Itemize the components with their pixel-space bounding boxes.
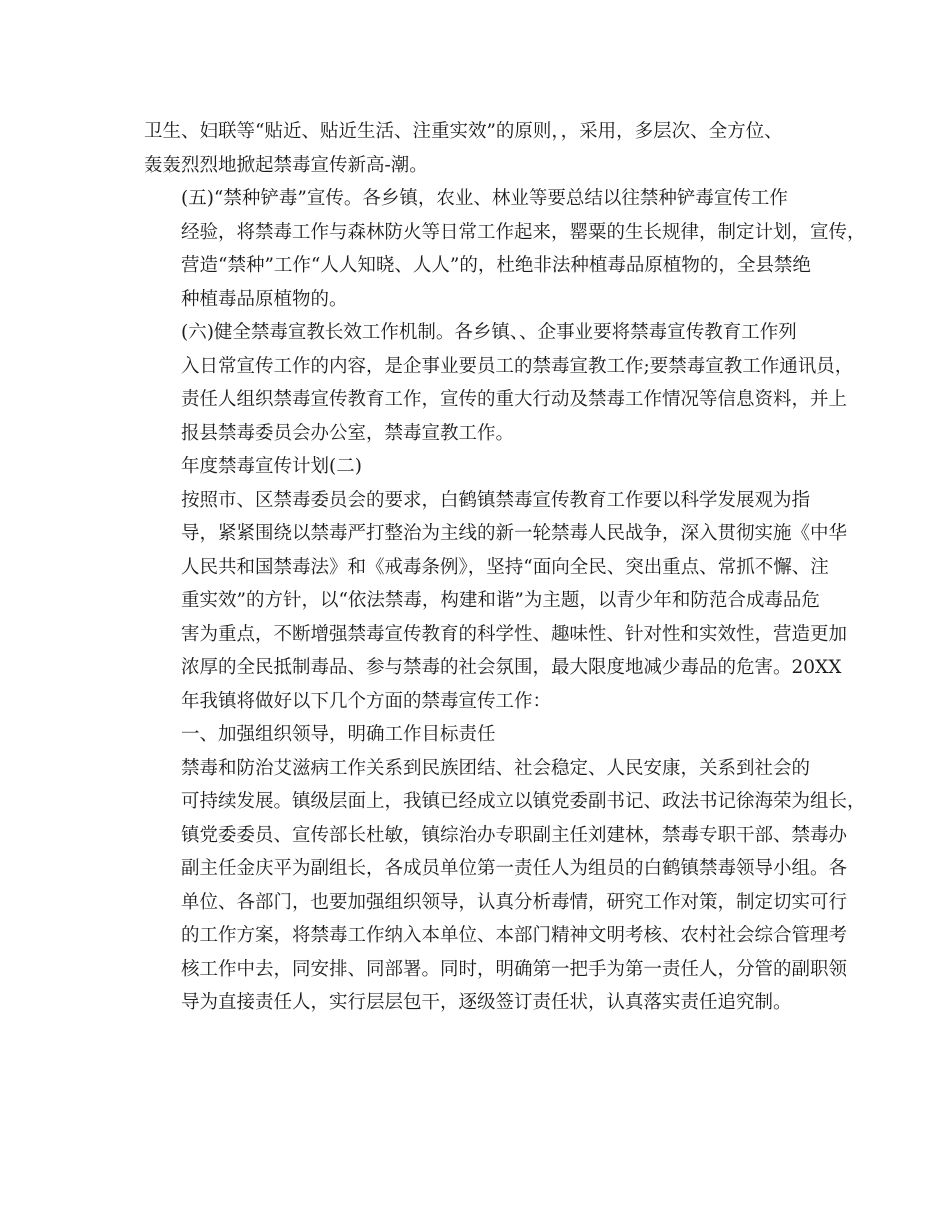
- text-line: 入日常宣传工作的内容，是企事业要员工的禁毒宣教工作;要禁毒宣教工作通讯员，: [181, 355, 854, 377]
- text-line: 单位、各部门，也要加强组织领导，认真分析毒情，研究工作对策，制定切实可行: [181, 891, 848, 913]
- text-line: 卫生、妇联等“贴近、贴近生活、注重实效”的原则，，采用，多层次、全方位、: [144, 121, 783, 142]
- text-line: 导，紧紧围绕以禁毒严打整治为主线的新一轮禁毒人民战争，深入贯彻实施《中华: [181, 523, 848, 544]
- text-line: 害为重点，不断增强禁毒宣传教育的科学性、趣味性、针对性和实效性，营造更加: [181, 623, 848, 645]
- text-line: 种植毒品原植物的。: [181, 288, 348, 310]
- paragraph: [144, 182, 866, 316]
- paragraph: [144, 115, 816, 182]
- paragraph: [144, 484, 848, 719]
- text-line: 副主任金庆平为副组长，各成员单位第一责任人为组员的白鹤镇禁毒领导小组。各: [181, 858, 848, 879]
- text-line: 营造“禁种”工作“人人知晓、人人”的，杜绝非法种植毒品原植物的，全县禁绝: [181, 255, 811, 276]
- paragraph: [144, 718, 816, 752]
- text-line: (五)“禁种铲毒”宣传。各乡镇，农业、林业等要总结以往禁种铲毒宣传工作: [181, 188, 788, 209]
- text-line: 一、加强组织领导，明确工作目标责任: [181, 724, 496, 745]
- text-line: 年度禁毒宣传计划(二): [181, 456, 362, 477]
- text-line: (六)健全禁毒宣教长效工作机制。各乡镇、、企事业要将禁毒宣传教育工作列: [181, 322, 797, 343]
- text-line: 浓厚的全民抵制毒品、参与禁毒的社会氛围，最大限度地减少毒品的危害。20XX: [181, 657, 842, 678]
- paragraph: [144, 316, 854, 450]
- text-line: 禁毒和防治艾滋病工作关系到民族团结、社会稳定、人民安康，关系到社会的: [181, 757, 811, 779]
- text-line: 导为直接责任人，实行层层包干，逐级签订责任状，认真落实责任追究制。: [181, 992, 792, 1013]
- text-line: 报县禁毒委员会办公室，禁毒宣教工作。: [181, 422, 515, 444]
- text-line: 按照市、区禁毒委员会的要求，白鹤镇禁毒宣传教育工作要以科学发展观为指: [181, 489, 811, 511]
- text-line: 重实效”的方针，以“依法禁毒，构建和谐”为主题，以青少年和防范合成毒品危: [181, 590, 820, 611]
- text-line: 核工作中去，同安排、同部署。同时，明确第一把手为第一责任人，分管的副职领: [181, 958, 848, 980]
- text-line: 年我镇将做好以下几个方面的禁毒宣传工作：: [181, 690, 552, 712]
- text-line: 轰轰烈烈地掀起禁毒宣传新高-潮。: [144, 154, 428, 176]
- text-line: 镇党委委员、宣传部长杜敏，镇综治办专职副主任刘建林，禁毒专职干部、禁毒办: [181, 824, 848, 846]
- document-page: [144, 115, 866, 1020]
- paragraph: [144, 752, 866, 1020]
- text-line: 经验，将禁毒工作与森林防火等日常工作起来，罂粟的生长规律，制定计划，宣传，: [181, 221, 866, 243]
- text-line: 可持续发展。镇级层面上，我镇已经成立以镇党委副书记、政法书记徐海荣为组长，: [181, 791, 866, 812]
- text-line: 责任人组织禁毒宣传教育工作，宣传的重大行动及禁毒工作情况等信息资料，并上: [181, 389, 848, 410]
- text-line: 人民共和国禁毒法》和《戒毒条例》，坚持“面向全民、突出重点、常抓不懈、注: [181, 556, 829, 578]
- paragraph: [144, 450, 816, 484]
- text-line: 的工作方案，将禁毒工作纳入本单位、本部门精神文明考核、农村社会综合管理考: [181, 925, 848, 946]
